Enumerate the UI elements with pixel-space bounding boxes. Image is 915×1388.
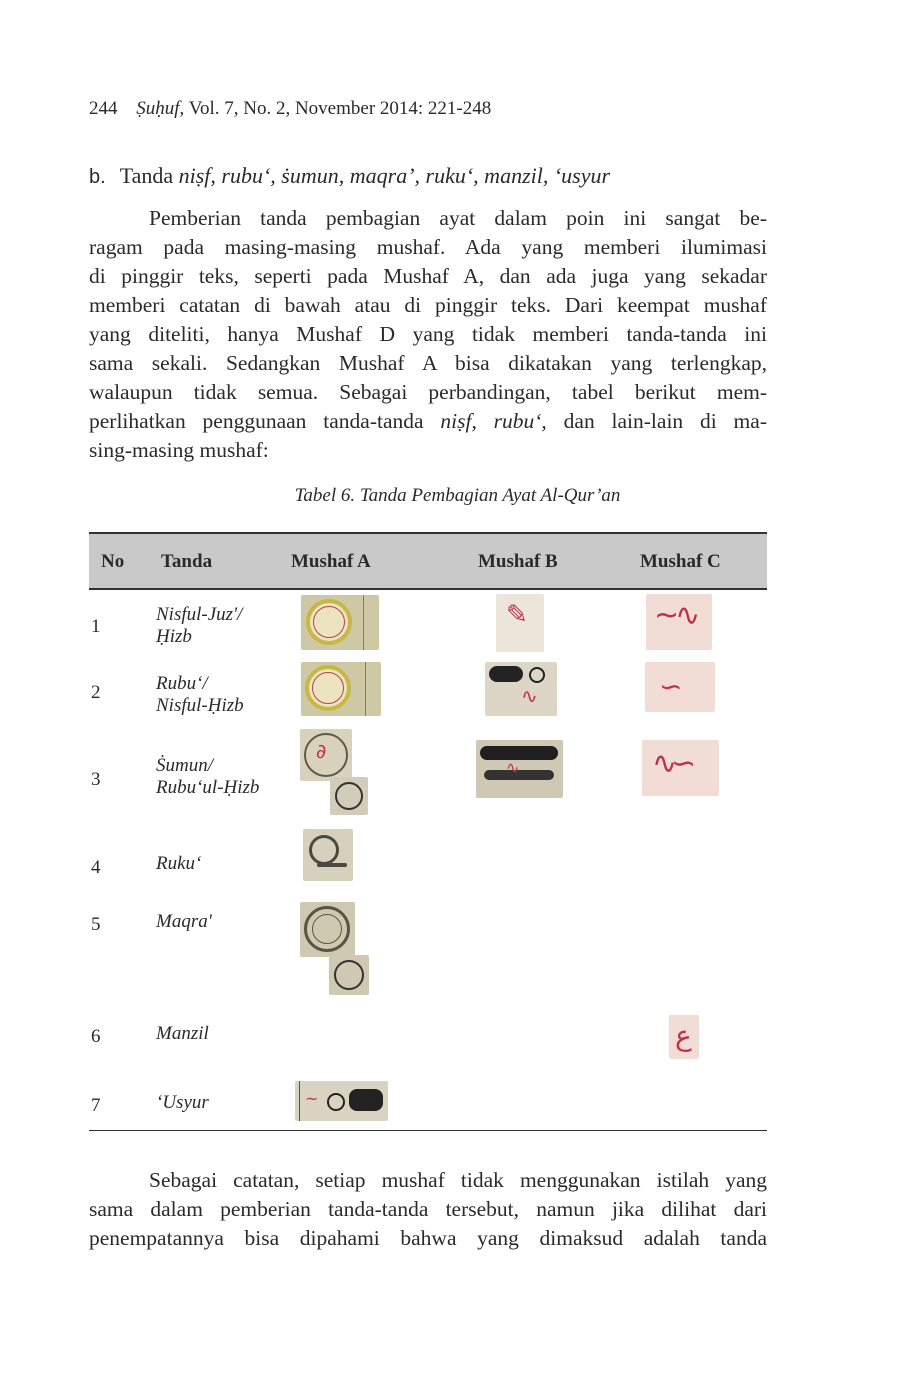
- paragraph-line: sama sekali. Sedangkan Mushaf A bisa dikatakan yang terlengkap,: [89, 351, 767, 375]
- section-title-terms: niṣf, rubu‘, ṡumun, maqra’, ruku‘, manzil, ‘usyur: [178, 163, 611, 188]
- manuscript-image-3b: ∿: [476, 740, 563, 798]
- section-heading: [89, 163, 610, 189]
- tanda-line: Ruku‘: [156, 853, 202, 874]
- tanda-line: Ṡumun/: [156, 755, 213, 776]
- paragraph-line: yang diteliti, hanya Mushaf D yang tidak memberi tanda-tanda ini: [89, 322, 767, 346]
- row-number: 3: [91, 769, 101, 790]
- row-tanda: [156, 911, 212, 933]
- row-number: 7: [91, 1095, 101, 1116]
- paragraph-intro: [89, 204, 767, 465]
- tanda-line: Maqra': [156, 911, 212, 932]
- col-header-tanda: Tanda: [161, 551, 213, 572]
- manuscript-image-3c: ∿∽: [642, 740, 719, 796]
- paragraph-line: Pemberian tanda pembagian ayat dalam poin ini sangat be-: [149, 206, 767, 230]
- tanda-line: ‘Usyur: [156, 1092, 209, 1113]
- col-header-no: No: [101, 551, 125, 572]
- row-number: 1: [91, 616, 101, 637]
- row-number: 4: [91, 857, 101, 878]
- journal-citation: , Vol. 7, No. 2, November 2014: 221-248: [179, 98, 492, 119]
- manuscript-image-5a2: [329, 955, 369, 995]
- manuscript-image-1a: [301, 595, 379, 650]
- row-number: 2: [91, 682, 101, 703]
- row-tanda: [156, 673, 244, 717]
- tanda-line: Ḥizb: [156, 626, 192, 647]
- paragraph-line: sama dalam pemberian tanda-tanda tersebut, namun jika dilihat dari: [89, 1197, 767, 1221]
- paragraph-note: [89, 1166, 767, 1253]
- manuscript-image-6c: ع: [669, 1015, 699, 1059]
- line-text: perlihatkan penggunaan tanda-tanda: [89, 409, 441, 433]
- table-bottom-rule: [89, 1130, 767, 1131]
- tanda-line: Manzil: [156, 1023, 209, 1044]
- tanda-line: Nisful-Juz'/: [156, 604, 243, 625]
- paragraph-line: penempatannya bisa dipahami bahwa yang dimaksud adalah tanda: [89, 1226, 767, 1250]
- tanda-line: Nisful-Ḥizb: [156, 695, 244, 716]
- paragraph-line: di pinggir teks, seperti pada Mushaf A, dan ada juga yang sekadar: [89, 264, 767, 288]
- journal-name: Ṣuḥuf: [136, 98, 180, 119]
- row-tanda: [156, 853, 201, 875]
- running-header: [89, 98, 491, 120]
- tanda-line: Rubu‘ul-Ḥizb: [156, 777, 260, 798]
- col-header-mushaf-a: Mushaf A: [291, 551, 371, 572]
- section-title-plain: Tanda: [119, 163, 179, 188]
- manuscript-image-5a: [300, 902, 355, 957]
- col-header-mushaf-c: Mushaf C: [640, 551, 721, 572]
- manuscript-image-3a2: [330, 777, 368, 815]
- row-tanda: [156, 1023, 209, 1045]
- manuscript-image-2b: ∿: [485, 662, 557, 716]
- paragraph-line: sing-masing mushaf:: [89, 438, 269, 462]
- manuscript-image-2c: ∽: [645, 662, 715, 712]
- manuscript-image-1b: ✎: [496, 594, 544, 652]
- manuscript-image-2a: [301, 662, 381, 716]
- page-number: 244: [89, 98, 118, 119]
- manuscript-image-7a: ~: [295, 1081, 388, 1121]
- line-emphasis: niṣf, rubu‘,: [440, 409, 547, 433]
- manuscript-image-3a: ∂: [300, 729, 352, 781]
- paragraph-line: memberi catatan di bawah atau di pinggir teks. Dari keempat mushaf: [89, 293, 767, 317]
- paragraph-line: Sebagai catatan, setiap mushaf tidak menggunakan istilah yang: [149, 1168, 767, 1192]
- table-caption: Tabel 6. Tanda Pembagian Ayat Al-Qur’an: [294, 485, 621, 506]
- row-tanda: [156, 604, 242, 648]
- row-tanda: [156, 755, 259, 799]
- col-header-mushaf-b: Mushaf B: [478, 551, 558, 572]
- row-number: 6: [91, 1026, 101, 1047]
- paragraph-line: [89, 407, 767, 436]
- paragraph-line: ragam pada masing-masing mushaf. Ada yang memberi ilumimasi: [89, 235, 767, 259]
- row-tanda: [156, 1092, 209, 1114]
- paragraph-line: walaupun tidak semua. Sebagai perbandingan, tabel berikut mem-: [89, 380, 767, 404]
- row-number: 5: [91, 914, 101, 935]
- line-text: dan lain-lain di ma-: [546, 409, 767, 433]
- tanda-line: Rubu‘/: [156, 673, 208, 694]
- table-header: [89, 532, 767, 590]
- section-label: b.: [89, 166, 106, 188]
- manuscript-image-4a: [303, 829, 353, 881]
- manuscript-image-1c: ~∿: [646, 594, 712, 650]
